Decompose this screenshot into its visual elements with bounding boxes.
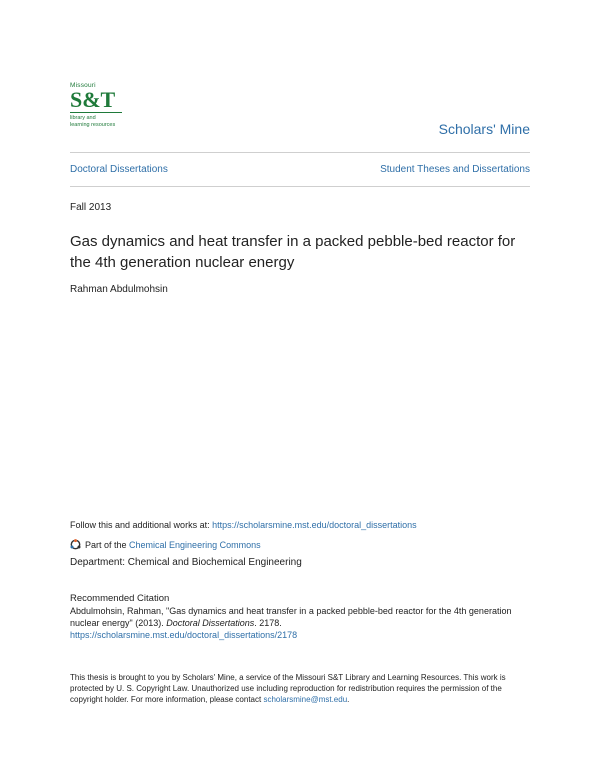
follow-prefix: Follow this and additional works at:	[70, 520, 213, 530]
footer-end: .	[347, 695, 350, 704]
logo-mark: S&T	[70, 87, 116, 112]
network-commons-icon	[70, 539, 81, 550]
part-of-prefix: Part of the	[85, 539, 130, 550]
publication-date: Fall 2013	[70, 202, 112, 213]
department-line: Department: Chemical and Biochemical Engineering	[70, 557, 302, 568]
follow-url-link[interactable]: https://scholarsmine.mst.edu/doctoral_dissertations	[212, 520, 417, 530]
header-divider	[70, 152, 530, 153]
logo-sub-text-1: library and	[70, 115, 96, 121]
citation-journal: Doctoral Dissertations	[166, 618, 255, 628]
chemical-engineering-commons-link[interactable]: Chemical Engineering Commons	[129, 539, 261, 550]
citation-text-a: Abdulmohsin, Rahman, "Gas dynamics and heat transfer in a packed pebble-bed reactor for the 4th generation nuclear energy" (2013).	[70, 606, 512, 628]
citation-url-link[interactable]: https://scholarsmine.mst.edu/doctoral_dissertations/2178	[70, 630, 298, 640]
student-theses-link[interactable]: Student Theses and Dissertations	[380, 164, 530, 175]
contact-email-link[interactable]: scholarsmine@mst.edu	[263, 695, 348, 704]
logo-top-text: Missouri	[70, 82, 96, 89]
part-of-line	[70, 539, 261, 550]
follow-line	[70, 520, 417, 530]
document-title: Gas dynamics and heat transfer in a packed pebble-bed reactor for the 4th generation nuclear energy	[70, 233, 516, 271]
missouri-st-logo[interactable]	[70, 82, 126, 136]
logo-sub-text-2: learning resources	[70, 121, 116, 128]
author-name: Rahman Abdulmohsin	[70, 284, 168, 295]
citation-text-b: . 2178.	[254, 618, 282, 628]
site-name-link[interactable]: Scholars' Mine	[438, 121, 530, 137]
nav-divider	[70, 186, 530, 187]
footer-text: This thesis is brought to you by Scholars' Mine, a service of the Missouri S&T Library and Learning Resources. This work is protected by U. S. Copyright Law. Unauthorized use including reproduction for redistribution requires the permission of the copyright holder. For more information, please contact	[70, 673, 506, 704]
recommended-citation-heading: Recommended Citation	[70, 593, 170, 604]
citation-text	[70, 605, 535, 641]
copyright-notice	[70, 672, 535, 705]
logo-rule	[70, 112, 122, 113]
doctoral-dissertations-link[interactable]: Doctoral Dissertations	[70, 164, 168, 175]
